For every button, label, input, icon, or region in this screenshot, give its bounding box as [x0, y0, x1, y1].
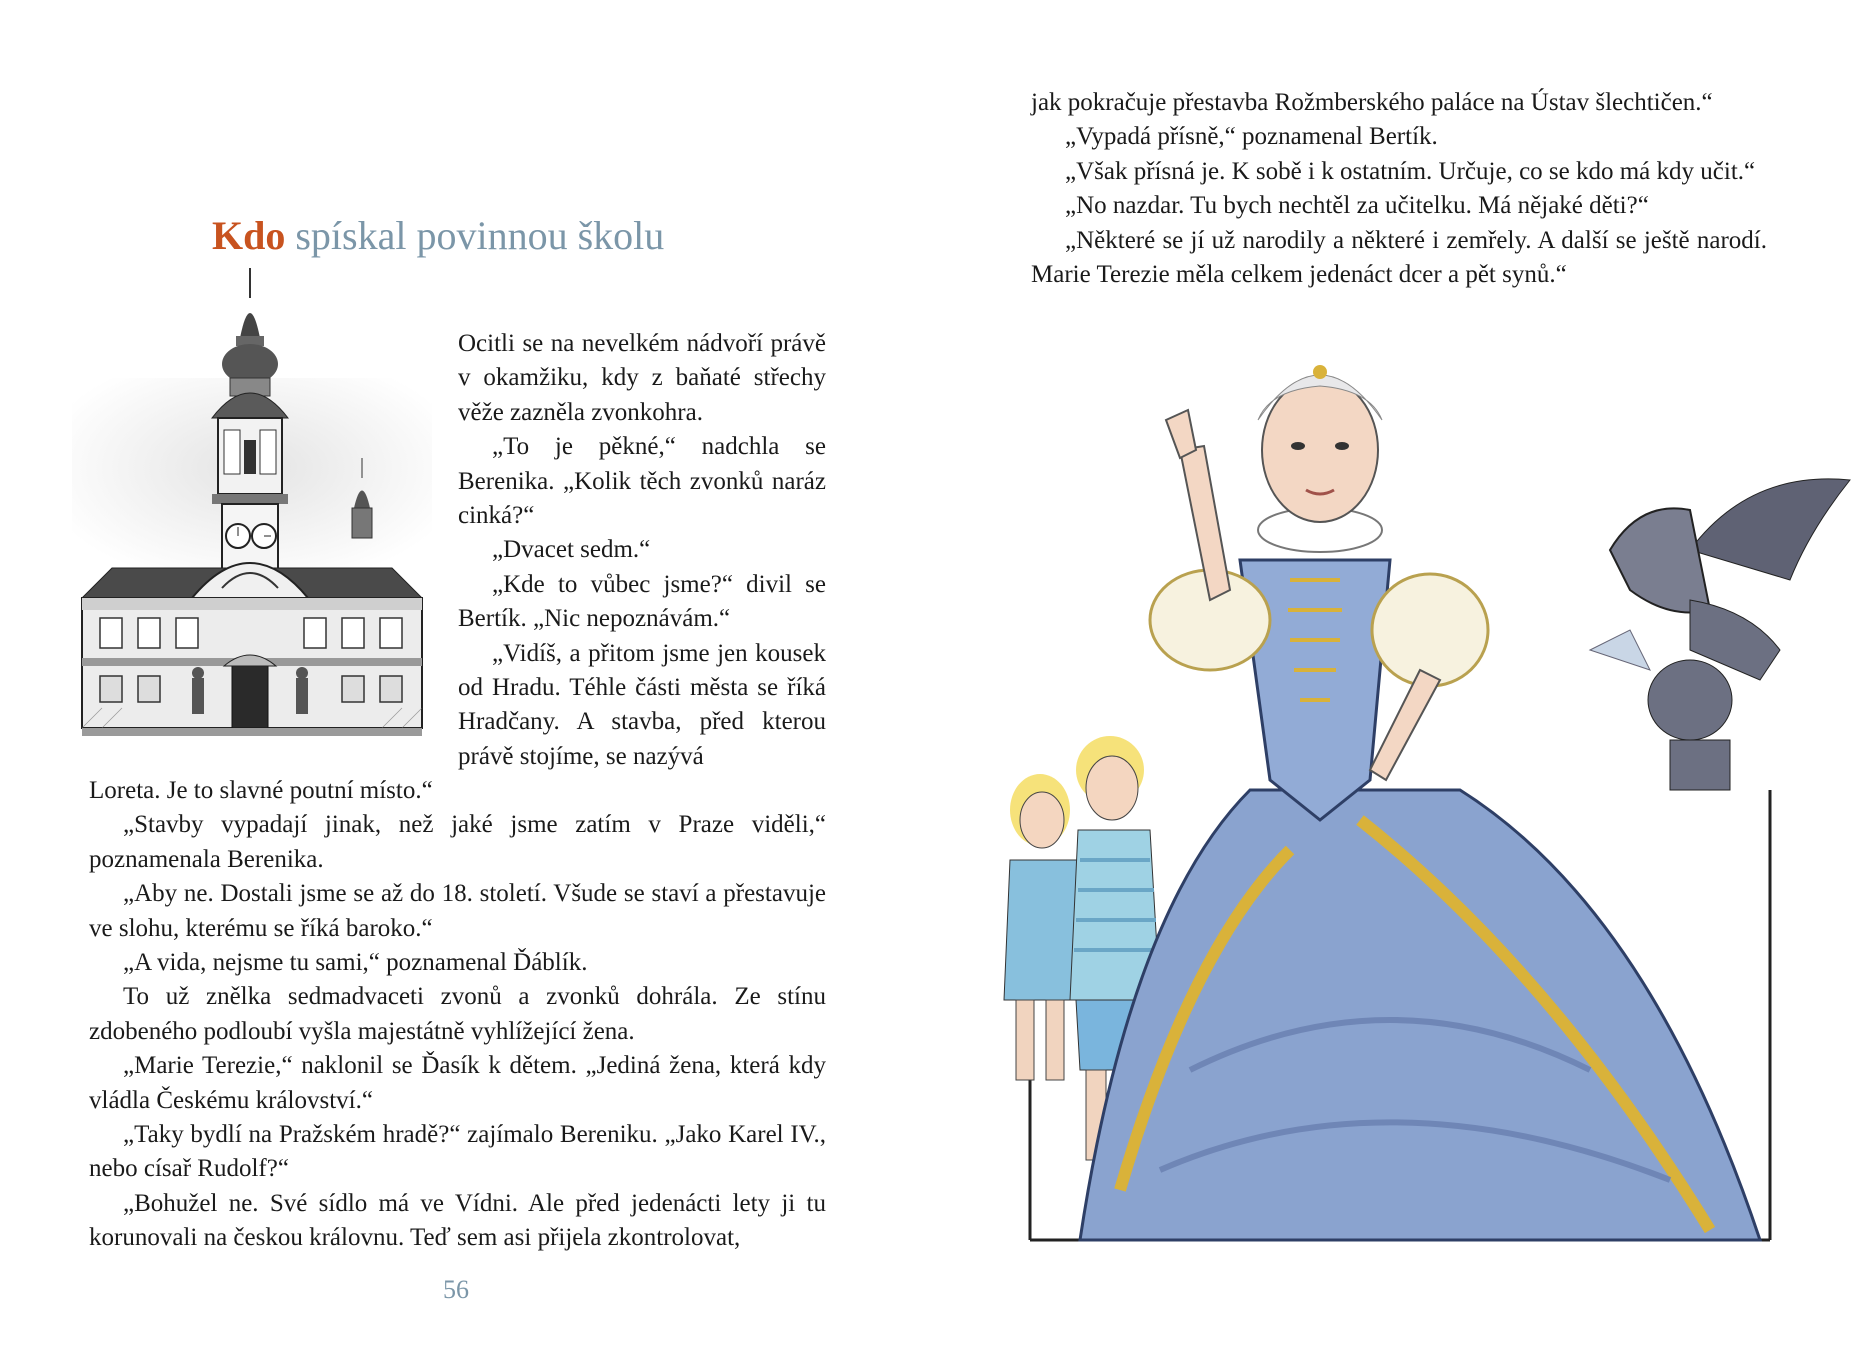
paragraph: „Některé se jí už narodily a některé i zemřely. A další se ještě narodí. Marie Terezie měla celkem jedenáct dcer a pět synů.“	[1031, 226, 1767, 289]
paragraph: „Taky bydlí na Pražském hradě?“ zajímalo Bereniku. „Jako Karel IV., nebo císař Rudolf?“	[89, 1121, 826, 1183]
paragraph: „Však přísná je. K sobě i k ostatním. Určuje, co se kdo má kdy učit.“	[1065, 157, 1756, 185]
paragraph: „Bohužel ne. Své sídlo má ve Vídni. Ale před jedenácti lety ji tu korunovali na českou královnu. Teď sem asi přijela zkontrolovat,	[89, 1189, 826, 1252]
loreta-church-illustration	[72, 268, 432, 758]
paragraph: „Dvacet sedm.“	[492, 536, 651, 564]
paragraph: Loreta. Je to slavné poutní místo.“	[89, 777, 433, 804]
paragraph: „To je pěkné,“ nadchla se Berenika. „Kolik těch zvonků naráz cinká?“	[458, 433, 826, 530]
paragraph: „Stavby vypadají jinak, než jaké jsme zatím v Praze viděli,“ poznamenala Berenika.	[89, 811, 826, 873]
left-page	[0, 0, 928, 1357]
queen-figure	[1080, 365, 1760, 1240]
wrapped-text-column	[458, 327, 826, 774]
chapter-title-keyword: Kdo	[212, 213, 286, 258]
paragraph: „A vida, nejsme tu sami,“ poznamenal Ďáblík.	[123, 949, 588, 977]
paragraph: jak pokračuje přestavba Rožmberského paláce na Ústav šlechtičen.“	[1031, 89, 1713, 116]
paragraph: „No nazdar. Tu bych nechtěl za učitelku. Má nějaké děti?“	[1065, 192, 1649, 220]
paragraph: „Marie Terezie,“ naklonil se Ďasík k dětem. „Jediná žena, která kdy vládla Českému království.“	[89, 1052, 826, 1114]
paragraph: „Vidíš, a přitom jsme jen kousek od Hradu. Téhle části města se říká Hradčany. A stavba, před kterou právě stojíme, se nazývá	[458, 639, 826, 770]
paragraph: To už znělka sedmadvaceti zvonů a zvonků dohrála. Ze stínu zdobeného podloubí vyšla majestátně vyhlížející žena.	[89, 983, 826, 1045]
paragraph: „Kde to vůbec jsme?“ divil se Bertík. „Nic nepoznávám.“	[458, 570, 826, 633]
chapter-title-rest: spískal povinnou školu	[285, 213, 665, 258]
chapter-title	[212, 208, 664, 264]
page-number: 56	[443, 1275, 469, 1304]
paragraph: „Vypadá přísně,“ poznamenal Bertík.	[1065, 123, 1438, 151]
right-text-column	[1031, 86, 1767, 292]
body-text-column	[89, 774, 826, 1256]
paragraph: Ocitli se na nevelkém nádvoří právě v okamžiku, kdy z baňaté střechy věže zazněla zvonkohra.	[458, 330, 826, 426]
maria-theresa-illustration	[990, 350, 1857, 1250]
paragraph: „Aby ne. Dostali jsme se až do 18. století. Všude se staví a přestavuje ve slohu, kterému se říká baroko.“	[89, 880, 826, 942]
devil-figure	[1590, 479, 1850, 790]
